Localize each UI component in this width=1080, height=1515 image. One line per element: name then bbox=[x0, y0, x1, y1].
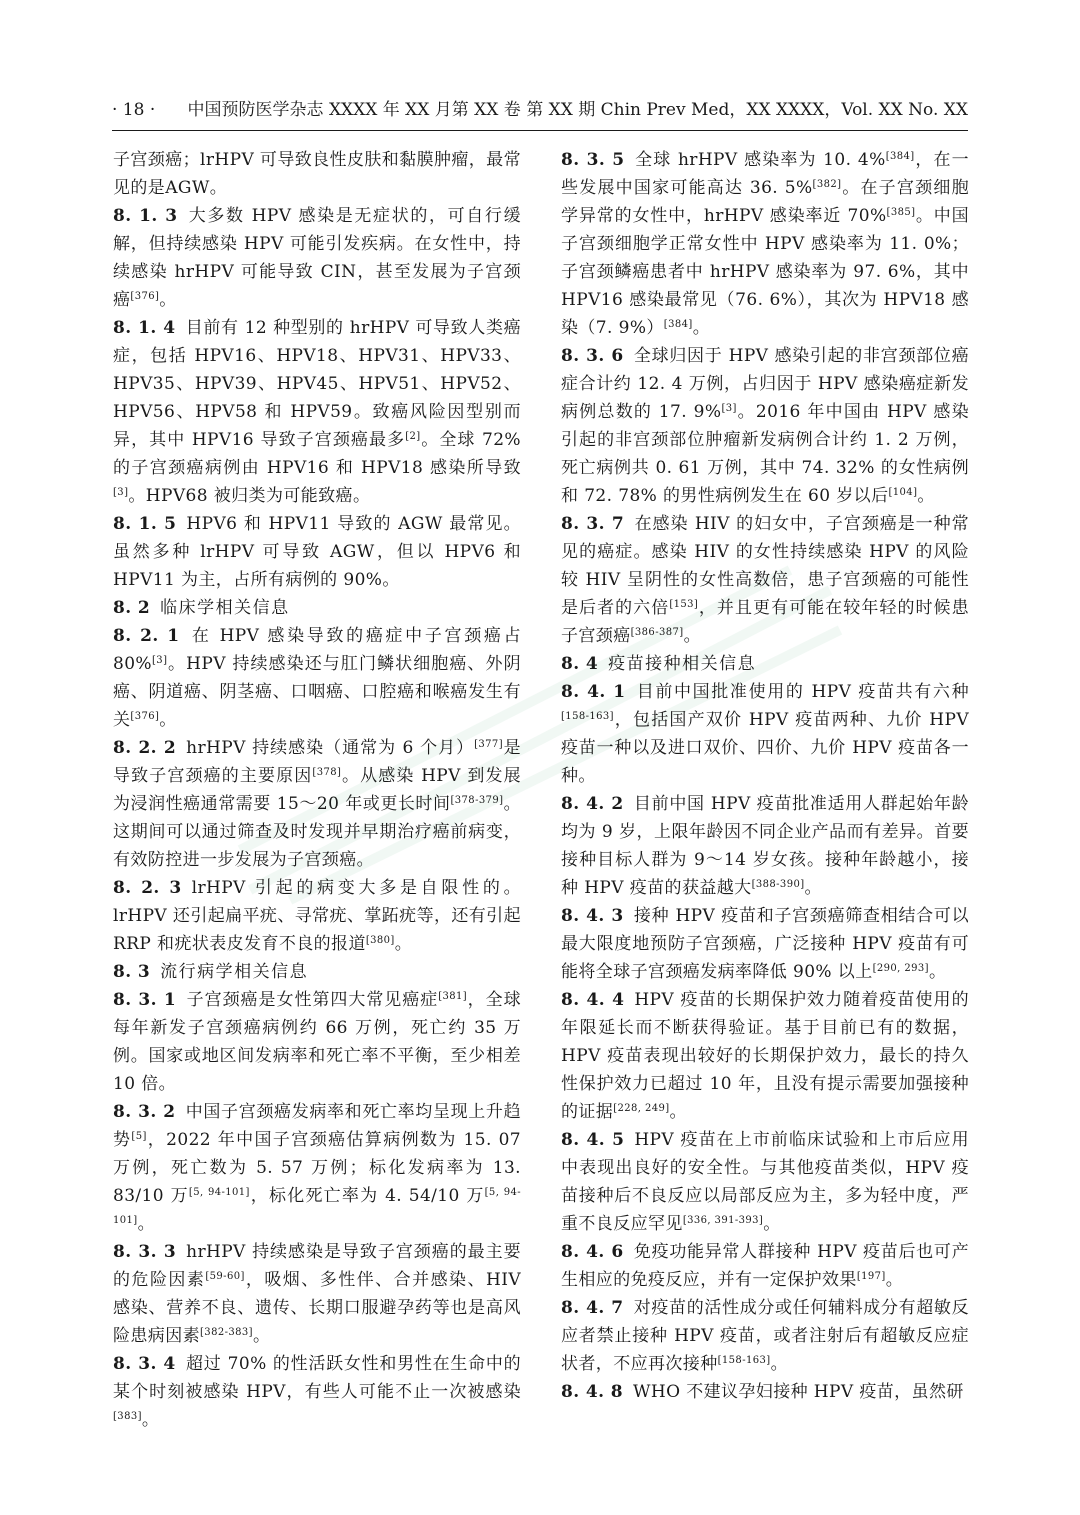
citation: [382] bbox=[812, 179, 842, 190]
citation: [228, 249] bbox=[613, 1103, 670, 1114]
citation: [158-163] bbox=[717, 1355, 771, 1366]
citation: [376] bbox=[130, 711, 160, 722]
paragraph-8-3-3: 8. 3. 3 hrHPV 持续感染是导致子宫颈癌的最主要的危险因素[59-60]，吸烟、多性伴、合并感染、HIV 感染、营养不良、遗传、长期口服避孕药等也是高风险患病因素[382-383]。 bbox=[113, 1242, 522, 1346]
paragraph-8-4-3: 8. 4. 3 接种 HPV 疫苗和子宫颈癌筛查相结合可以最大限度地预防子宫颈癌，广泛接种 HPV 疫苗有可能将全球子宫颈癌发病率降低 90% 以上[290, 293]。 bbox=[561, 906, 969, 982]
clause-number: 8. 4. 1 bbox=[561, 682, 626, 702]
section-number: 8. 2 bbox=[113, 598, 151, 618]
citation: [383] bbox=[113, 1411, 142, 1422]
clause-number: 8. 4. 2 bbox=[561, 794, 624, 814]
clause-number: 8. 2. 1 bbox=[113, 626, 180, 646]
citation: [5, 94-101] bbox=[113, 1187, 521, 1226]
header-rule bbox=[112, 130, 968, 131]
citation: [153] bbox=[669, 599, 699, 610]
citation: [386-387] bbox=[630, 627, 684, 638]
paragraph-8-4-4: 8. 4. 4 HPV 疫苗的长期保护效力随着疫苗使用的年限延长而不断获得验证。基于目前已有的数据，HPV 疫苗表现出较好的长期保护效力，最长的持久性保护效力已超过 10 年，且没有提示需要加强接种的证据[228, 249]。 bbox=[561, 990, 969, 1122]
journal-citation: 中国预防医学杂志 XXXX 年 XX 月第 XX 卷 第 XX 期 Chin Prev Med，XX XXXX，Vol. XX No. XX bbox=[187, 100, 968, 120]
citation: [3] bbox=[152, 655, 168, 666]
section-title: 临床学相关信息 bbox=[160, 598, 290, 618]
paragraph-8-3-6: 8. 3. 6 全球归因于 HPV 感染引起的非宫颈部位癌症合计约 12. 4 万例，占归因于 HPV 感染癌症新发病例总数的 17. 9%[3]。2016 年中国由 HPV 感染引起的非宫颈部位肿瘤新发病例合计约 1. 2 万例，死亡病例共 0. 61 万例，其中 74. 32% 的女性病例和 72. 78% 的男性病例发生在 60 岁以后[104]。 bbox=[561, 346, 969, 506]
paragraph-8-1-5: 8. 1. 5 HPV6 和 HPV11 导致的 AGW 最常见。虽然多种 lrHPV 可导致 AGW，但以 HPV6 和 HPV11 为主，占所有病例的 90%。 bbox=[113, 514, 521, 590]
paragraph-8-2-2: 8. 2. 2 hrHPV 持续感染（通常为 6 个月）[377]是导致子宫颈癌的主要原因[378]。从感染 HPV 到发展为浸润性癌通常需要 15～20 年或更长时间[378-379]。这期间可以通过筛查及时发现并早期治疗癌前病变，有效防控进一步发展为子宫颈癌。 bbox=[113, 738, 521, 870]
citation: [290, 293] bbox=[872, 963, 929, 974]
clause-number: 8. 4. 7 bbox=[561, 1298, 624, 1318]
clause-number: 8. 2. 3 bbox=[113, 878, 182, 898]
clause-number: 8. 2. 2 bbox=[113, 738, 177, 758]
clause-number: 8. 3. 6 bbox=[561, 346, 624, 366]
citation: [388-390] bbox=[751, 879, 805, 890]
citation: [158-163] bbox=[561, 711, 614, 722]
paragraph-8-4-6: 8. 4. 6 免疫功能异常人群接种 HPV 疫苗后也可产生相应的免疫反应，并有一定保护效果[197]。 bbox=[561, 1242, 969, 1290]
left-column bbox=[113, 146, 521, 1434]
paragraph-8-3-5: 8. 3. 5 全球 hrHPV 感染率为 10. 4%[384]，在一些发展中国家可能高达 36. 5%[382]。在子宫颈细胞学异常的女性中，hrHPV 感染率近 70%[385]。中国子宫颈细胞学正常女性中 HPV 感染率为 11. 0%；子宫颈鳞癌患者中 hrHPV 感染率为 97. 6%，其中 HPV16 感染最常见（76. 6%），其次为 HPV18 感染（7. 9%）[384]。 bbox=[561, 150, 969, 338]
clause-number: 8. 3. 1 bbox=[113, 990, 177, 1010]
paragraph-8-3-1: 8. 3. 1 子宫颈癌是女性第四大常见癌症[381]，全球每年新发子宫颈癌病例约 66 万例，死亡约 35 万例。国家或地区间发病率和死亡率不平衡，至少相差 10 倍。 bbox=[113, 990, 521, 1094]
right-column bbox=[561, 146, 969, 1406]
paragraph-8-4-5: 8. 4. 5 HPV 疫苗在上市前临床试验和上市后应用中表现出良好的安全性。与其他疫苗类似，HPV 疫苗接种后不良反应以局部反应为主，多为轻中度，严重不良反应罕见[336, 391-393]。 bbox=[561, 1130, 969, 1234]
clause-number: 8. 1. 3 bbox=[113, 206, 178, 226]
citation: [384] bbox=[663, 319, 693, 330]
section-title: 流行病学相关信息 bbox=[160, 962, 309, 982]
paragraph-8-1-4: 8. 1. 4 目前有 12 种型别的 hrHPV 可导致人类癌症，包括 HPV16、HPV18、HPV31、HPV33、HPV35、HPV39、HPV45、HPV51、HPV52、HPV56、HPV58 和 HPV59。致癌风险因型别而异，其中 HPV16 导致子宫颈癌最多[2]。全球 72% 的子宫颈癌病例由 HPV16 和 HPV18 感染所导致[3]。HPV68 被归类为可能致癌。 bbox=[113, 318, 521, 506]
paragraph-8-3-7: 8. 3. 7 在感染 HIV 的妇女中，子宫颈癌是一种常见的癌症。感染 HIV 的女性持续感染 HPV 的风险较 HIV 呈阴性的女性高数倍，患子宫颈癌的可能性是后者的六倍[153]，并且更有可能在较年轻的时候患子宫颈癌[386-387]。 bbox=[561, 514, 970, 646]
section-heading-8-2 bbox=[113, 594, 521, 622]
citation: [104] bbox=[888, 487, 918, 498]
clause-number: 8. 4. 5 bbox=[561, 1130, 625, 1150]
paragraph-8-3-4: 8. 3. 4 超过 70% 的性活跃女性和男性在生命中的某个时刻被感染 HPV，有些人可能不止一次被感染[383]。 bbox=[113, 1354, 521, 1430]
section-title: 疫苗接种相关信息 bbox=[608, 654, 757, 674]
clause-number: 8. 3. 5 bbox=[561, 150, 625, 170]
paragraph-8-3-2: 8. 3. 2 中国子宫颈癌发病率和死亡率均呈现上升趋势[5]，2022 年中国子宫颈癌估算病例数为 15. 07 万例，死亡数为 5. 57 万例；标化发病率为 13. 83/10 万[5, 94-101]，标化死亡率为 4. 54/10 万[5, 94-101]。 bbox=[113, 1102, 521, 1234]
section-number: 8. 3 bbox=[113, 962, 151, 982]
clause-number: 8. 1. 5 bbox=[113, 514, 177, 534]
citation: [3] bbox=[721, 403, 737, 414]
citation: [5, 94-101] bbox=[188, 1187, 250, 1198]
clause-number: 8. 4. 8 bbox=[561, 1382, 623, 1402]
clause-number: 8. 3. 7 bbox=[561, 514, 625, 534]
citation: [384] bbox=[885, 151, 915, 162]
paragraph-8-4-8: 8. 4. 8 WHO 不建议孕妇接种 HPV 疫苗，虽然研 bbox=[561, 1382, 964, 1402]
paragraph-8-2-1: 8. 2. 1 在 HPV 感染导致的癌症中子宫颈癌占 80%[3]。HPV 持续感染还与肛门鳞状细胞癌、外阴癌、阴道癌、阴茎癌、口咽癌、口腔癌和喉癌发生有关[376]。 bbox=[113, 626, 521, 730]
citation: [382-383] bbox=[200, 1327, 253, 1338]
page-number: · 18 · bbox=[112, 100, 156, 120]
paragraph-8-1-3: 8. 1. 3 大多数 HPV 感染是无症状的，可自行缓解，但持续感染 HPV 可能引发疾病。在女性中，持续感染 hrHPV 可能导致 CIN，甚至发展为子宫颈癌[376]。 bbox=[113, 206, 521, 310]
citation: [385] bbox=[886, 207, 916, 218]
citation: [2] bbox=[405, 431, 421, 442]
clause-number: 8. 4. 4 bbox=[561, 990, 625, 1010]
clause-number: 8. 4. 6 bbox=[561, 1242, 624, 1262]
citation: [59-60] bbox=[205, 1271, 245, 1282]
clause-number: 8. 3. 4 bbox=[113, 1354, 176, 1374]
paragraph-8-2-3: 8. 2. 3 lrHPV 引起的病变大多是自限性的。lrHPV 还引起扁平疣、寻常疣、掌跖疣等，还有引起 RRP 和疣状表皮发育不良的报道[380]。 bbox=[113, 878, 521, 954]
paragraph-8-4-7: 8. 4. 7 对疫苗的活性成分或任何辅料成分有超敏反应者禁止接种 HPV 疫苗，或者注射后有超敏反应症状者，不应再次接种[158-163]。 bbox=[561, 1298, 969, 1374]
section-number: 8. 4 bbox=[561, 654, 599, 674]
section-heading-8-3 bbox=[113, 958, 521, 986]
citation: [378] bbox=[312, 767, 342, 778]
paragraph-8-4-1: 8. 4. 1 目前中国批准使用的 HPV 疫苗共有六种[158-163]，包括国产双价 HPV 疫苗两种、九价 HPV 疫苗一种以及进口双价、四价、九价 HPV 疫苗各一种。 bbox=[561, 682, 969, 786]
citation: [336, 391-393] bbox=[682, 1215, 764, 1226]
citation: [381] bbox=[438, 991, 468, 1002]
citation: [380] bbox=[365, 935, 395, 946]
citation: [197] bbox=[856, 1271, 886, 1282]
citation: [3] bbox=[113, 487, 129, 498]
citation: [5] bbox=[131, 1131, 147, 1142]
page-header bbox=[112, 96, 968, 124]
paragraph-continuation: 子宫颈癌；lrHPV 可导致良性皮肤和黏膜肿瘤，最常见的是AGW。 bbox=[113, 150, 521, 198]
clause-number: 8. 4. 3 bbox=[561, 906, 624, 926]
section-heading-8-4 bbox=[561, 650, 969, 678]
citation: [378-379] bbox=[450, 795, 504, 806]
clause-number: 8. 3. 3 bbox=[113, 1242, 177, 1262]
citation: [377] bbox=[474, 739, 503, 750]
clause-number: 8. 1. 4 bbox=[113, 318, 176, 338]
clause-number: 8. 3. 2 bbox=[113, 1102, 176, 1122]
citation: [376] bbox=[130, 291, 160, 302]
paragraph-8-4-2: 8. 4. 2 目前中国 HPV 疫苗批准适用人群起始年龄均为 9 岁，上限年龄因不同企业产品而有差异。首要接种目标人群为 9～14 岁女孩。接种年龄越小，接种 HPV 疫苗的获益越大[388-390]。 bbox=[561, 794, 969, 898]
